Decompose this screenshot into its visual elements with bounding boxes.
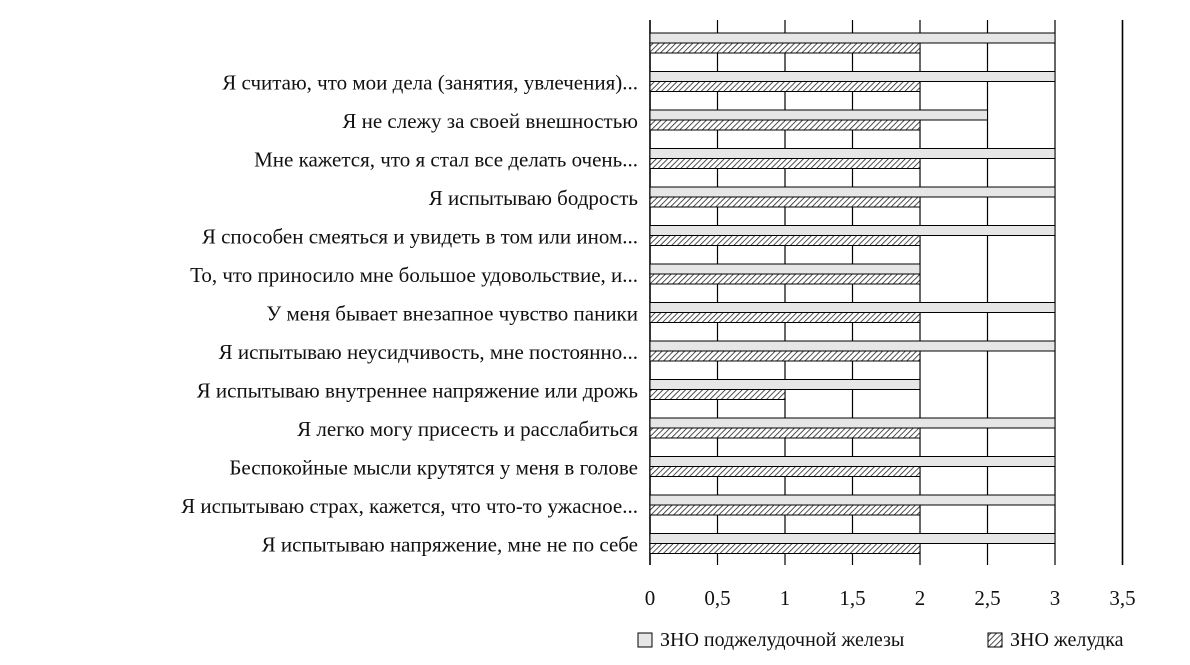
bar-stomach xyxy=(650,313,920,323)
category-label: Я способен смеяться и увидеть в том или ином... xyxy=(201,224,638,249)
bar-stomach xyxy=(650,197,920,207)
bar-pancreas xyxy=(650,149,1055,159)
bar-stomach xyxy=(650,505,920,515)
bar-pancreas xyxy=(650,457,1055,467)
x-axis-ticks xyxy=(645,586,1136,610)
legend xyxy=(638,629,1124,651)
tick-label: 0,5 xyxy=(704,586,731,610)
category-label: То, что приносило мне большое удовольствие, и... xyxy=(190,263,638,287)
bar-pancreas xyxy=(650,226,1055,236)
category-label: Я легко могу присесть и расслабиться xyxy=(297,417,638,441)
bar-pancreas xyxy=(650,303,1055,313)
bar-pancreas xyxy=(650,110,988,120)
bar-stomach xyxy=(650,544,920,554)
bar-stomach xyxy=(650,351,920,361)
category-label: Беспокойные мысли крутятся у меня в голове xyxy=(229,455,638,480)
category-label: Я испытываю напряжение, мне не по себе xyxy=(261,532,638,557)
category-labels xyxy=(181,71,638,557)
tick-label: 1 xyxy=(779,586,791,610)
bar-pancreas xyxy=(650,495,1055,505)
tick-label: 1,5 xyxy=(839,586,866,610)
bar-pancreas xyxy=(650,341,1055,351)
bar-pancreas xyxy=(650,72,1055,82)
category-label: Я считаю, что мои дела (занятия, увлечения)... xyxy=(222,70,638,95)
category-label: Мне кажется, что я стал все делать очень... xyxy=(254,147,638,172)
legend-swatch-stomach xyxy=(988,633,1002,647)
grid-lines xyxy=(650,20,1123,565)
bar-stomach xyxy=(650,82,920,92)
tick-label: 3,5 xyxy=(1109,586,1136,610)
bar-stomach xyxy=(650,467,920,477)
tick-label: 0 xyxy=(644,586,656,610)
bar-pancreas xyxy=(650,33,1055,43)
bar-stomach xyxy=(650,390,785,400)
bar-pancreas xyxy=(650,187,1055,197)
tick-label: 2 xyxy=(914,586,926,610)
category-label: Я испытываю внутреннее напряжение или дрожь xyxy=(196,378,638,403)
bar-pancreas xyxy=(650,264,920,274)
category-label: Я испытываю неусидчивость, мне постоянно... xyxy=(218,340,638,364)
category-label: У меня бывает внезапное чувство паники xyxy=(266,301,638,326)
legend-label-pancreas: ЗНО поджелудочной железы xyxy=(660,629,905,651)
legend-label-stomach: ЗНО желудка xyxy=(1010,629,1124,651)
bar-pancreas xyxy=(650,418,1055,428)
bar-pancreas xyxy=(650,380,920,390)
category-label: Я испытываю бодрость xyxy=(428,186,638,210)
category-label: Я испытываю страх, кажется, что что-то ужасное... xyxy=(181,494,638,518)
category-label: Я не слежу за своей внешностью xyxy=(342,109,638,133)
bar-stomach xyxy=(650,236,920,246)
bar-stomach xyxy=(650,120,920,130)
bar-stomach xyxy=(650,159,920,169)
bar-stomach xyxy=(650,43,920,53)
legend-swatch-pancreas xyxy=(638,633,652,647)
tick-label: 3 xyxy=(1049,586,1061,610)
bar-stomach xyxy=(650,428,920,438)
tick-label: 2,5 xyxy=(974,586,1001,610)
bar-pancreas xyxy=(650,534,1055,544)
bar-stomach xyxy=(650,274,920,284)
